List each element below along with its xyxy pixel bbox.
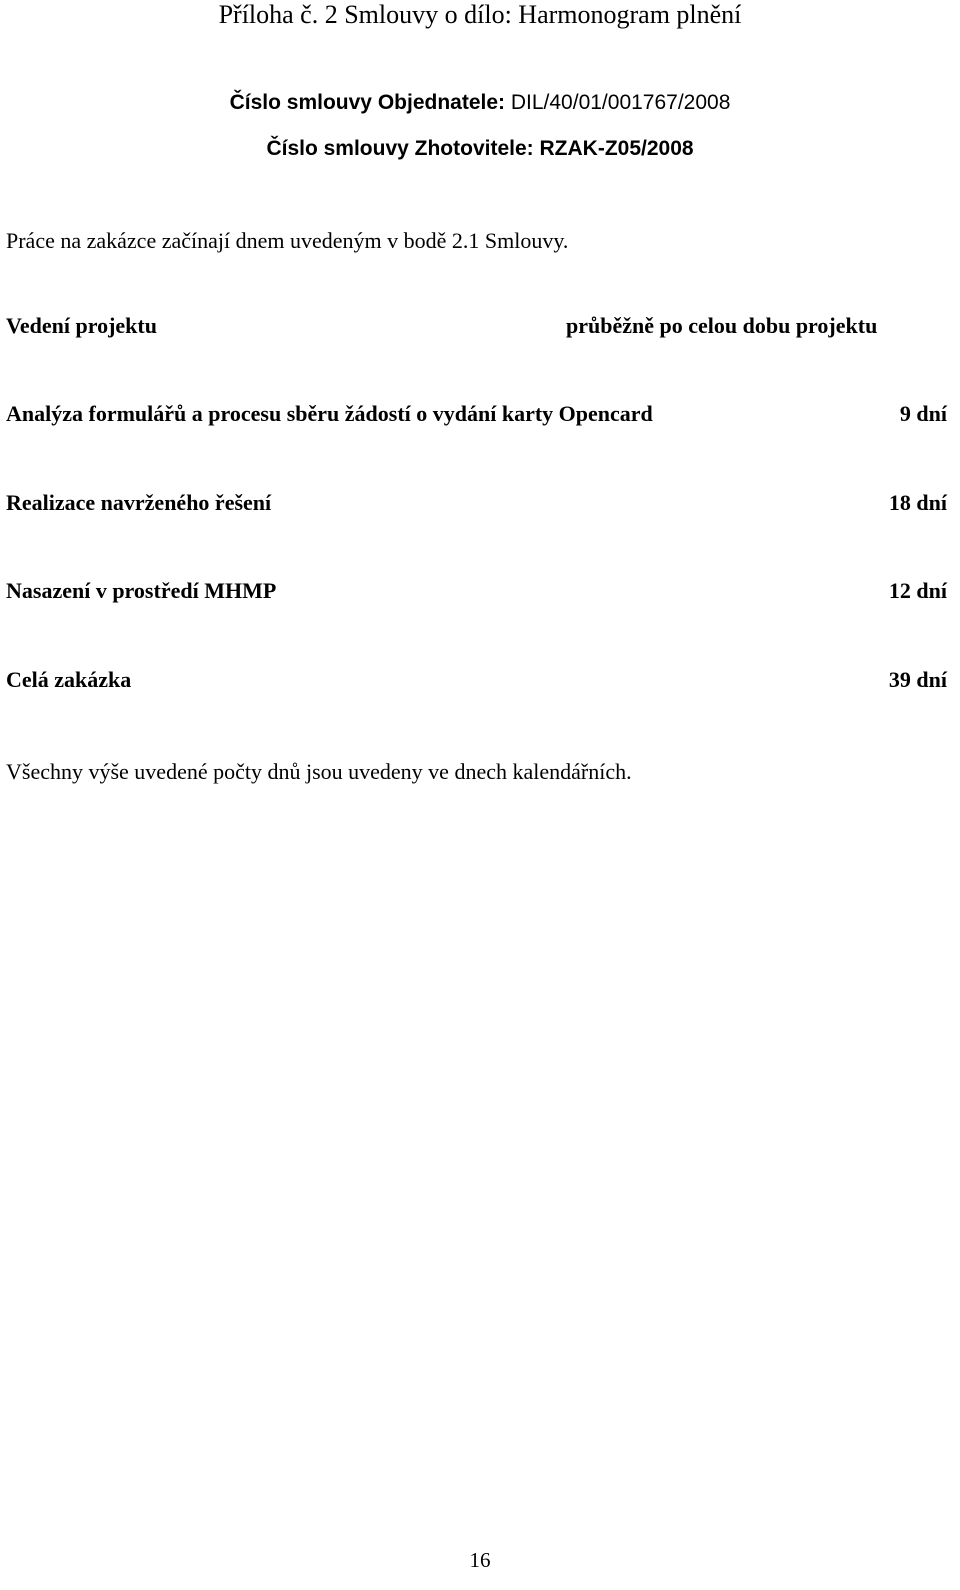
schedule-row: [6, 577, 947, 605]
contract-supplier-label: Číslo smlouvy Zhotovitele:: [266, 137, 534, 160]
schedule-item: Nasazení v prostředí MHMP: [6, 578, 277, 603]
schedule-row: [6, 312, 947, 340]
schedule-item: Vedení projektu: [6, 313, 157, 338]
page-title: Příloha č. 2 Smlouvy o dílo: Harmonogram plnění: [218, 0, 742, 29]
schedule-duration: 12 dní: [888, 578, 947, 603]
schedule-duration: 18 dní: [888, 490, 947, 515]
page-number: 16: [469, 1548, 491, 1572]
schedule-item: Celá zakázka: [6, 667, 132, 692]
schedule-duration: průběžně po celou dobu projektu: [566, 313, 878, 338]
contract-client-value: DIL/40/01/001767/2008: [510, 91, 731, 114]
calendar-days-note: Všechny výše uvedené počty dnů jsou uvedeny ve dnech kalendářních.: [6, 759, 632, 784]
schedule-duration: 39 dní: [888, 667, 947, 692]
schedule-duration: 9 dní: [899, 401, 947, 426]
intro-text: Práce na zakázce začínají dnem uvedeným v bodě 2.1 Smlouvy.: [6, 228, 569, 253]
schedule-item: Realizace navrženého řešení: [6, 490, 272, 515]
schedule-row: [6, 400, 947, 428]
schedule-item: Analýza formulářů a procesu sběru žádostí o vydání karty Opencard: [6, 401, 653, 426]
schedule-row: [6, 489, 947, 517]
contract-number-supplier: [0, 136, 960, 162]
contract-supplier-value: RZAK-Z05/2008: [539, 137, 694, 160]
contract-client-label: Číslo smlouvy Objednatele:: [229, 91, 506, 114]
schedule-row-total: [6, 666, 947, 694]
contract-number-client: [0, 90, 960, 116]
